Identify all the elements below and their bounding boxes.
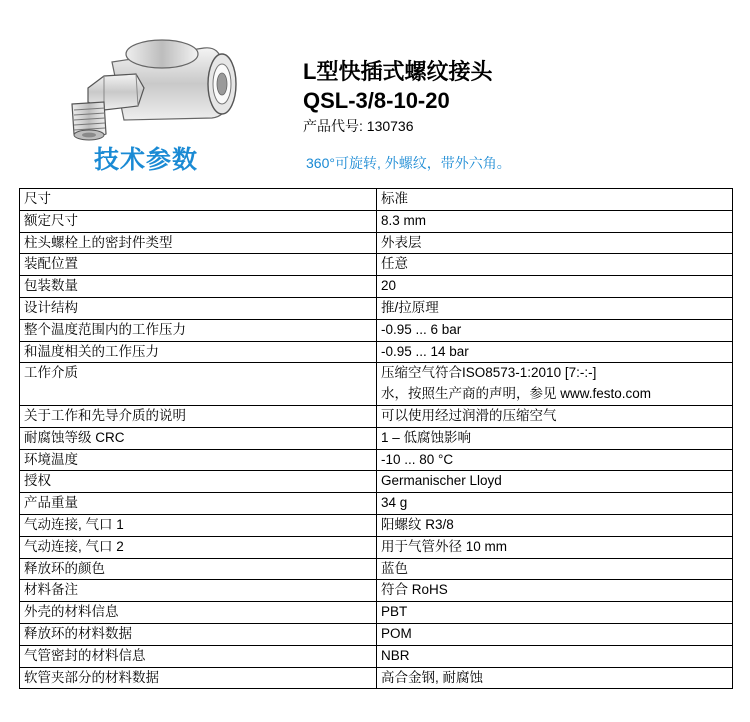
spec-label: 工作介质: [20, 363, 377, 406]
table-row: [20, 580, 733, 602]
spec-label: 柱头螺栓上的密封件类型: [20, 232, 377, 254]
spec-value: 34 g: [377, 493, 733, 515]
spec-label: 释放环的材料数据: [20, 623, 377, 645]
product-model: QSL-3/8-10-20: [303, 88, 450, 113]
spec-value: Germanischer Lloyd: [377, 471, 733, 493]
spec-value: 阳螺纹 R3/8: [377, 514, 733, 536]
spec-value: POM: [377, 623, 733, 645]
table-row: [20, 514, 733, 536]
table-row: [20, 602, 733, 624]
spec-label: 额定尺寸: [20, 210, 377, 232]
spec-value: 20: [377, 276, 733, 298]
spec-value: NBR: [377, 645, 733, 667]
spec-label: 气动连接, 气口 2: [20, 536, 377, 558]
spec-label: 耐腐蚀等级 CRC: [20, 427, 377, 449]
spec-value: 8.3 mm: [377, 210, 733, 232]
table-row: [20, 341, 733, 363]
table-row: [20, 297, 733, 319]
spec-label: 装配位置: [20, 254, 377, 276]
spec-value: 蓝色: [377, 558, 733, 580]
spec-label: 气管密封的材料信息: [20, 645, 377, 667]
table-row: [20, 645, 733, 667]
spec-value: -0.95 ... 6 bar: [377, 319, 733, 341]
table-row: [20, 536, 733, 558]
table-row: [20, 449, 733, 471]
product-header: [0, 0, 750, 188]
fitting-product-image: [44, 28, 244, 146]
spec-value: 可以使用经过润滑的压缩空气: [377, 405, 733, 427]
spec-label: 整个温度范围内的工作压力: [20, 319, 377, 341]
spec-value: -0.95 ... 14 bar: [377, 341, 733, 363]
section-title: 技术参数: [94, 146, 199, 174]
table-row: [20, 210, 733, 232]
spec-value-line: 压缩空气符合ISO8573-1:2010 [7:-:-]: [381, 365, 597, 381]
spec-value: 符合 RoHS: [377, 580, 733, 602]
spec-label: 产品重量: [20, 493, 377, 515]
table-row: [20, 189, 733, 211]
table-row: [20, 471, 733, 493]
table-row: [20, 254, 733, 276]
spec-label: 授权: [20, 471, 377, 493]
spec-value: 高合金钢, 耐腐蚀: [377, 667, 733, 689]
spec-value: 标准: [377, 189, 733, 211]
table-row: [20, 363, 733, 406]
spec-label: 环境温度: [20, 449, 377, 471]
table-row: [20, 558, 733, 580]
spec-label: 包装数量: [20, 276, 377, 298]
spec-value: 1 – 低腐蚀影响: [377, 427, 733, 449]
table-row: [20, 667, 733, 689]
product-name: L型快插式螺纹接头: [303, 59, 493, 84]
spec-label: 释放环的颜色: [20, 558, 377, 580]
spec-value: 外表层: [377, 232, 733, 254]
spec-label: 外壳的材料信息: [20, 602, 377, 624]
spec-label: 材料备注: [20, 580, 377, 602]
table-row: [20, 405, 733, 427]
product-code: 产品代号: 130736: [303, 118, 414, 134]
table-row: [20, 623, 733, 645]
specifications-table: [19, 188, 733, 689]
spec-label: 关于工作和先导介质的说明: [20, 405, 377, 427]
table-row: [20, 493, 733, 515]
spec-value-line: 水，按照生产商的声明，参见 www.festo.com: [381, 386, 652, 402]
spec-value: -10 ... 80 °C: [377, 449, 733, 471]
spec-label: 气动连接, 气口 1: [20, 514, 377, 536]
spec-value: [377, 363, 733, 406]
spec-value: PBT: [377, 602, 733, 624]
spec-value: 任意: [377, 254, 733, 276]
table-row: [20, 427, 733, 449]
spec-label: 设计结构: [20, 297, 377, 319]
product-description: 360°可旋转, 外螺纹，带外六角。: [306, 155, 511, 171]
spec-value: 用于气管外径 10 mm: [377, 536, 733, 558]
table-row: [20, 232, 733, 254]
spec-label: 和温度相关的工作压力: [20, 341, 377, 363]
spec-value: 推/拉原理: [377, 297, 733, 319]
table-row: [20, 276, 733, 298]
spec-label: 软管夹部分的材料数据: [20, 667, 377, 689]
table-row: [20, 319, 733, 341]
spec-label: 尺寸: [20, 189, 377, 211]
